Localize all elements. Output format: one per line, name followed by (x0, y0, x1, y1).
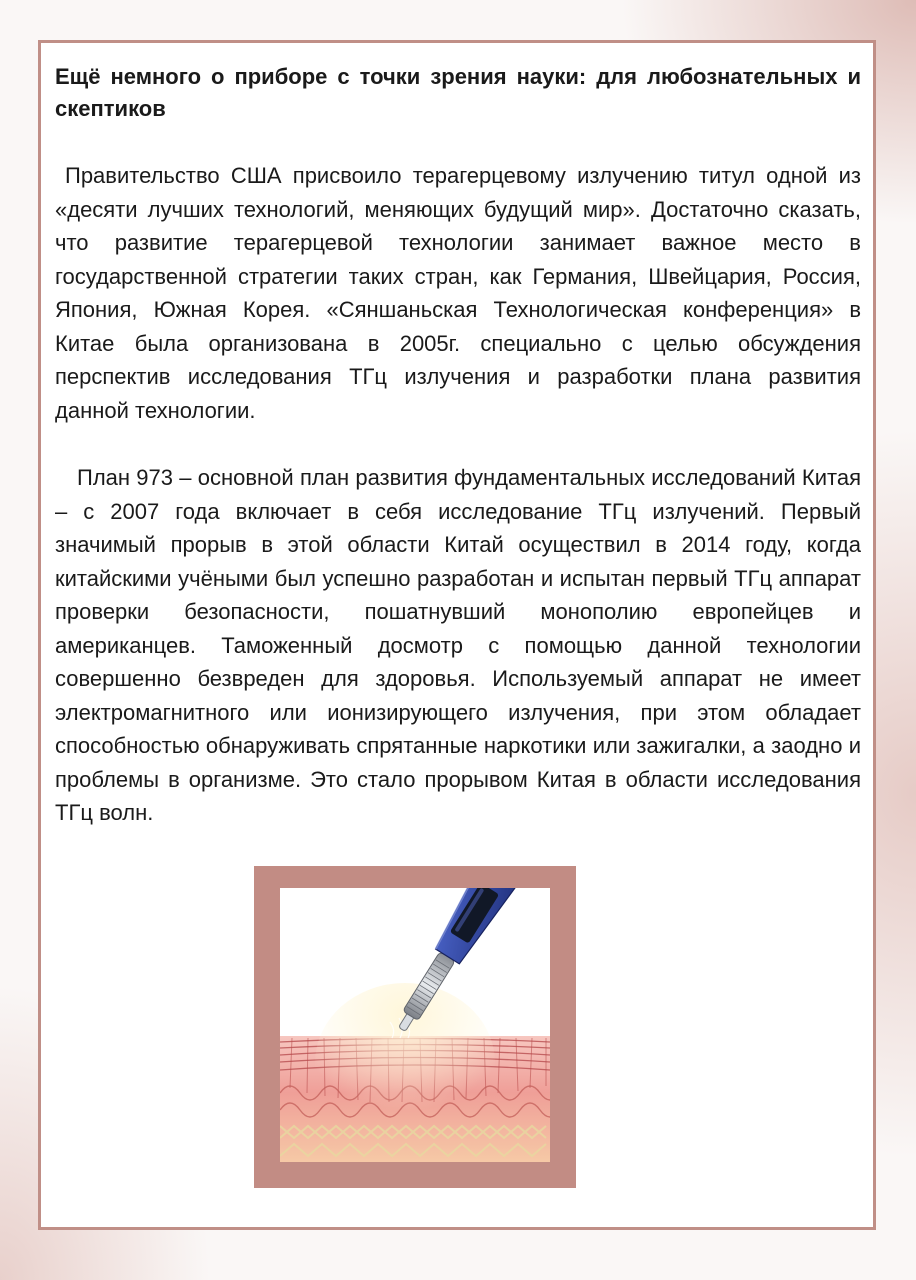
illustration (280, 888, 550, 1162)
paragraph-plan-973: План 973 – основной план развития фундаментальных исследований Китая – с 2007 года включает в себя исследование ТГц излучений. Первый значимый прорыв в этой области Китай осуществил в 2014 году, когда китайскими учёными был успешно разработан и испытан первый ТГц аппарат проверки безопасности, пошатнувший монополию европейцев и американцев. Таможенный досмотр с помощью данной технологии совершенно безвреден для здоровья. Используемый аппарат не имеет электромагнитного или ионизирующего излучения, при этом обладает способностью обнаруживать спрятанные наркотики или зажигалки, а заодно и проблемы в организме. Это стало прорывом Китая в области исследования ТГц волн. (55, 465, 861, 825)
article-heading: Ещё немного о приборе с точки зрения науки: для любознательных и скептиков (55, 64, 861, 121)
paragraph-usa-government: Правительство США присвоило терагерцевому излучению титул одной из «десяти лучших технологий, меняющих будущий мир». Достаточно сказать, что развитие терагерцевой технологии занимает важное место в государственной стратегии таких стран, как Германия, Швейцария, Россия, Япония, Южная Корея. «Сяншаньская Технологическая конференция» в Китае была организована в 2005г. специально с целью обсуждения перспектив исследования ТГц излучения и разработки плана развития данной технологии. (55, 163, 861, 423)
terahertz-device-on-skin-illustration (280, 888, 550, 1162)
article (55, 61, 861, 830)
illustration-frame (254, 866, 576, 1188)
